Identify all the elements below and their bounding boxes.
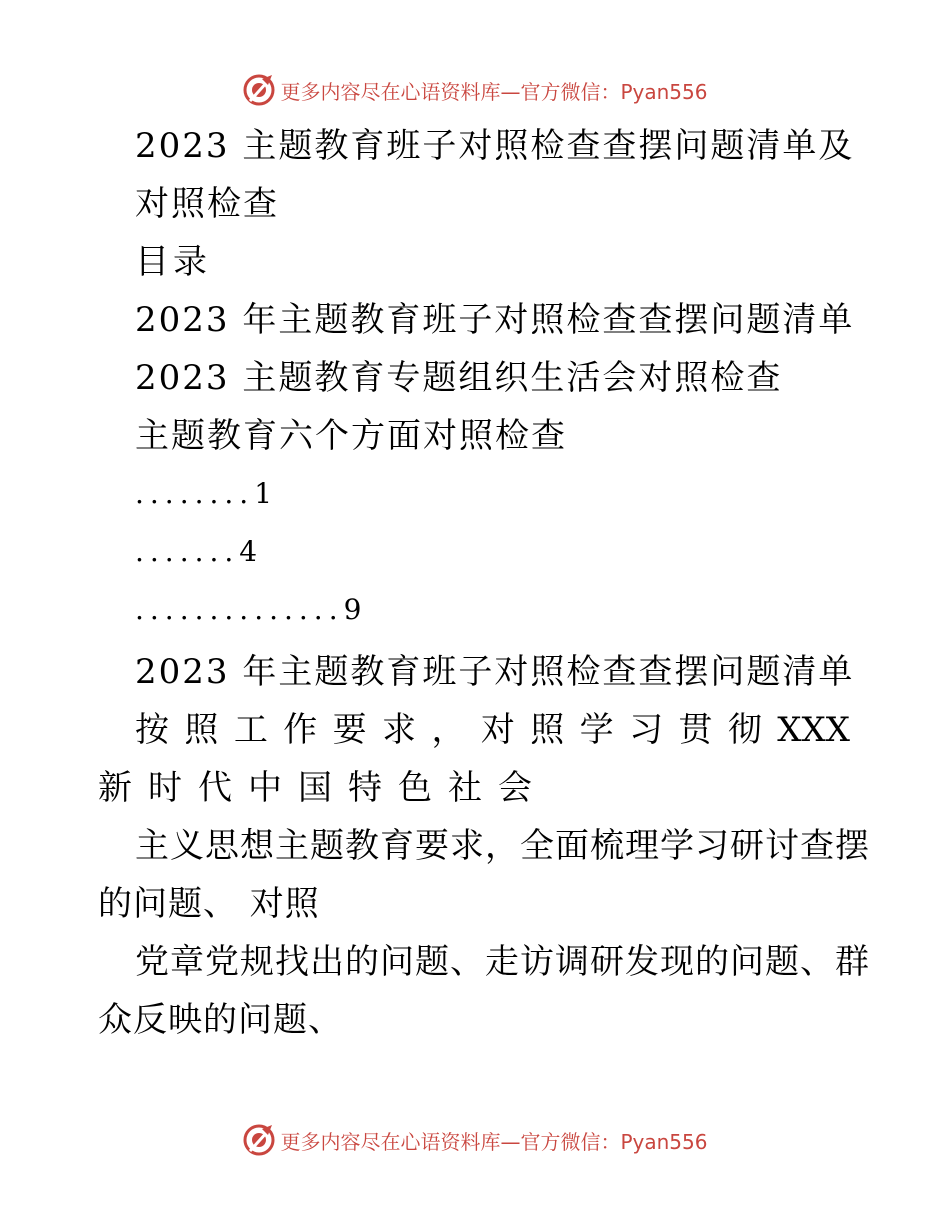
spread-char: 按: [135, 710, 169, 750]
spread-char: 习: [629, 710, 664, 750]
spread-char: 照: [530, 710, 565, 750]
toc-heading: 目录: [135, 242, 211, 282]
logo-icon: [242, 73, 276, 107]
section-heading: 2023 年主题教育班子对照检查查摆问题清单: [135, 652, 855, 692]
spread-char: 对: [480, 710, 515, 750]
paragraph-1-line-1: [135, 710, 850, 750]
toc-page-leader: .......4: [135, 535, 264, 568]
toc-item: 主题教育六个方面对照检查: [135, 416, 567, 456]
spread-char: 要: [332, 710, 367, 750]
spread-char: 求: [382, 710, 417, 750]
spread-char: 彻: [727, 710, 762, 750]
spread-char: 照: [184, 710, 219, 750]
spread-char: ，: [431, 710, 466, 750]
footer-watermark: [0, 1120, 950, 1160]
paragraph-1-line-2: 新时代中国特色社会: [98, 768, 548, 808]
spread-char: 学: [579, 710, 614, 750]
paragraph-3-line-1: 党章党规找出的问题、走访调研发现的问题、群: [135, 942, 870, 982]
watermark-text: 更多内容尽在心语资料库—官方微信：Pyan556: [280, 1129, 708, 1154]
toc-page-leader: ..............9: [135, 593, 368, 626]
watermark-text: 更多内容尽在心语资料库—官方微信：Pyan556: [280, 79, 708, 104]
toc-item: 2023 主题教育专题组织生活会对照检查: [135, 358, 783, 398]
spread-char: 工: [233, 710, 268, 750]
paragraph-2-line-2: 的问题、 对照: [98, 884, 320, 924]
logo-icon: [242, 1123, 276, 1157]
paragraph-3-line-2: 众反映的问题、: [98, 1000, 343, 1040]
document-title-line-2: 对照检查: [135, 184, 279, 224]
header-watermark: [0, 70, 950, 110]
spread-char: 贯: [678, 710, 713, 750]
toc-item: 2023 年主题教育班子对照检查查摆问题清单: [135, 300, 855, 340]
paragraph-2-line-1: 主义思想主题教育要求，全面梳理学习研讨查摆: [135, 826, 870, 866]
document-title-line-1: 2023 主题教育班子对照检查查摆问题清单及: [135, 126, 855, 166]
spread-char: XXX: [777, 710, 850, 750]
spread-char: 作: [283, 710, 318, 750]
toc-page-leader: ........1: [135, 477, 279, 510]
